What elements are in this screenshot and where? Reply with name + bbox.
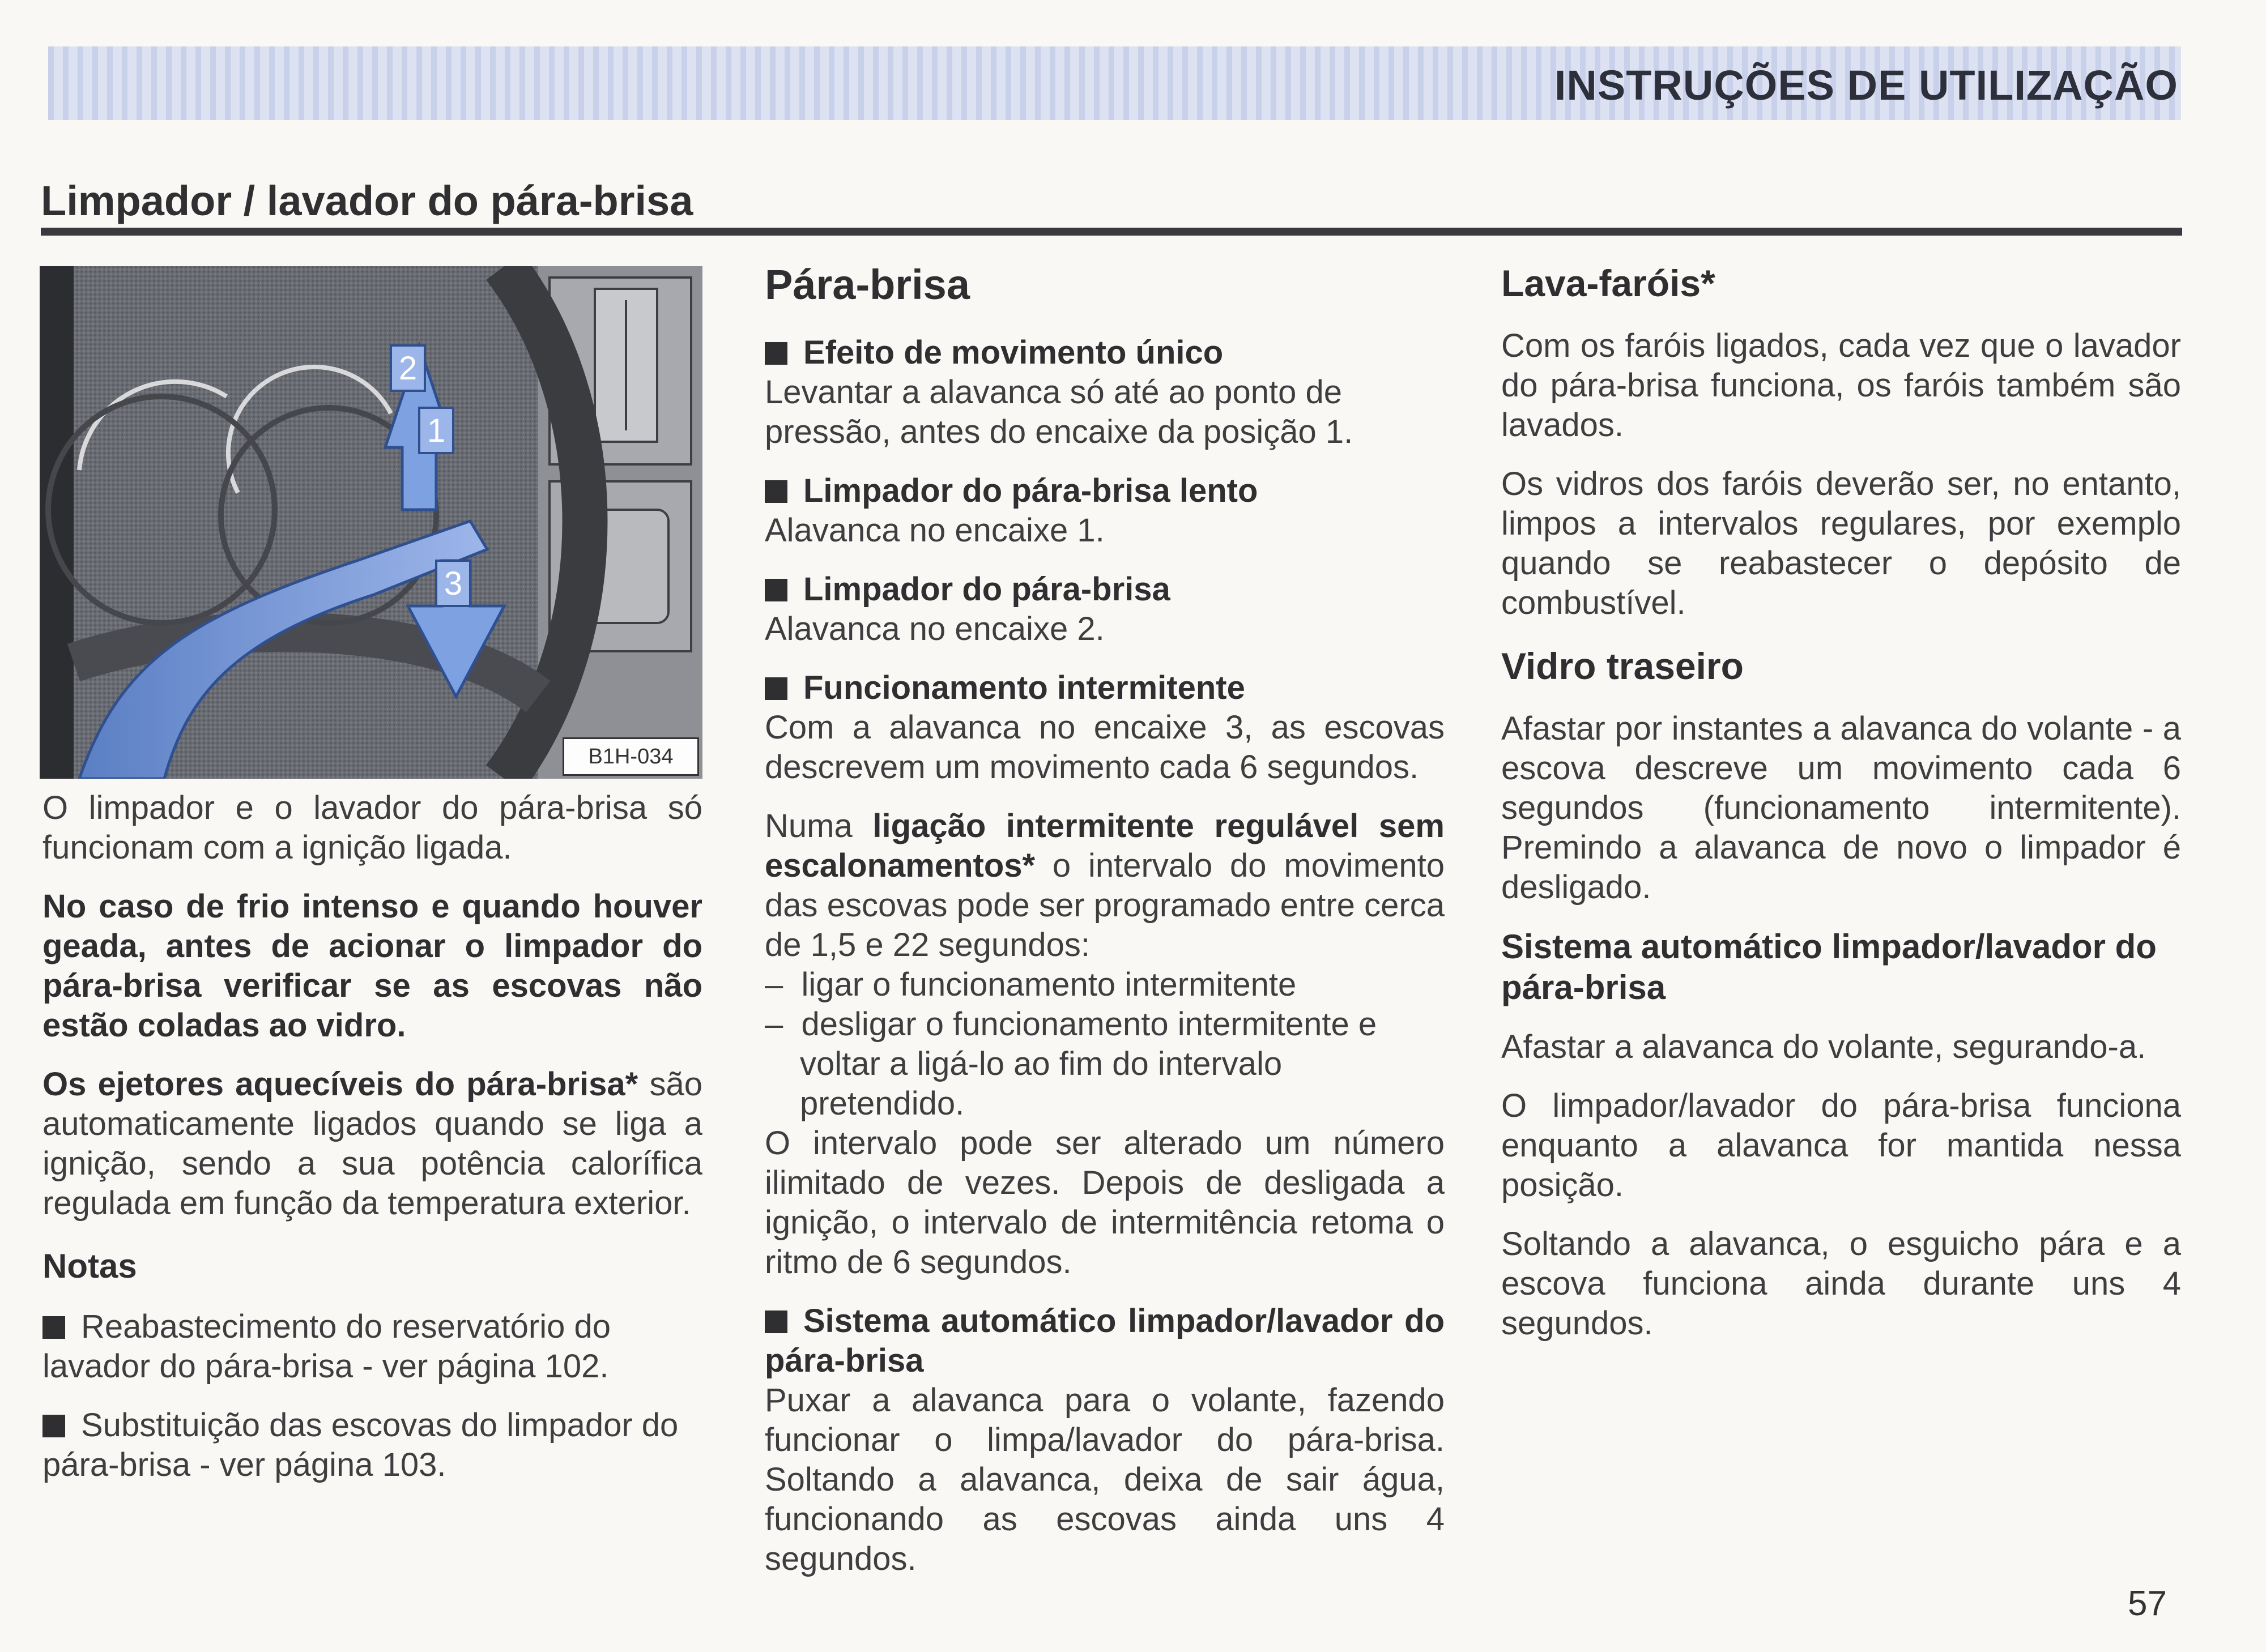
auto-system-paragraph-1: Afastar a alavanca do volante, segurando-a. xyxy=(1501,1028,2146,1065)
title-divider xyxy=(41,228,2182,236)
step-item: – ligar o funcionamento intermitente xyxy=(765,966,1297,1003)
wiper-mode-title-text: Limpador do pára-brisa lento xyxy=(803,472,1258,509)
lever-position-2-label: 2 xyxy=(398,350,418,387)
auto-system-title-text: Sistema automático limpador/lavador do pára-brisa xyxy=(765,1303,1445,1379)
wiper-mode-title-text: Efeito de movimento único xyxy=(803,334,1224,371)
interval-paragraph: O intervalo pode ser alterado um número ilimitado de vezes. Depois de desligada a ignição, o intervalo de intermitência retoma o ritmo de 6 segundos. xyxy=(765,1125,1445,1280)
figure-caption: O limpador e o lavador do pára-brisa só funcionam com a ignição ligada. xyxy=(42,789,702,866)
wiper-mode-title-text: Limpador do pára-brisa xyxy=(803,571,1170,608)
note-text: Reabastecimento do reservatório do lavador do pára-brisa - ver página 102. xyxy=(42,1308,611,1385)
auto-system-paragraph-2: O limpador/lavador do pára-brisa funciona enquanto a alavanca for mantida nessa posição. xyxy=(1501,1087,2181,1203)
auto-system-title xyxy=(765,1301,1445,1381)
wiper-mode-item xyxy=(765,570,1445,649)
wiper-mode-title xyxy=(765,570,1445,609)
bullet-square-icon xyxy=(42,1316,65,1339)
adjustable-interval-paragraph xyxy=(765,806,1445,965)
auto-system-item xyxy=(765,1301,1445,1579)
adjustable-lead: Numa xyxy=(765,808,853,844)
headlight-paragraph-2: Os vidros dos faróis deverão ser, no entanto, limpos a intervalos regulares, por exemplo quando se reabastecer o depósito de combustível. xyxy=(1501,466,2181,621)
lever-position-1-label: 1 xyxy=(427,412,446,449)
wiper-mode-title xyxy=(765,333,1445,373)
rear-window-paragraph: Afastar por instantes a alavanca do volante - a escova descreve um movimento cada 6 segundos (funcionamento intermitente). Premindo a alavanca de novo o limpador é desligado. xyxy=(1501,710,2181,906)
bullet-square-icon xyxy=(765,579,787,601)
page-title: Limpador / lavador do pára-brisa xyxy=(41,177,693,224)
step-text: desligar o funcionamento intermitente e voltar a ligá-lo ao fim do intervalo pretendido. xyxy=(800,1006,1377,1122)
lever-position-3-label: 3 xyxy=(444,565,463,602)
heated-jets-text: são automaticamente ligados quando se liga a ignição, sendo a sua potência calorífica regulada em função da temperatura exterior. xyxy=(42,1066,702,1222)
wiper-mode-item xyxy=(765,471,1445,550)
figure-code-label: B1H-034 xyxy=(563,737,699,776)
rear-window-heading: Vidro traseiro xyxy=(1501,645,1744,687)
bullet-square-icon xyxy=(765,677,787,700)
bullet-square-icon xyxy=(42,1415,65,1437)
note-text: Substituição das escovas do limpador do pára-brisa - ver página 103. xyxy=(42,1407,679,1483)
auto-system-paragraph-3: Soltando a alavanca, o esguicho pára e a escova funciona ainda durante uns 4 segundos. xyxy=(1501,1226,2181,1342)
adjustable-text: o intervalo do movimento das escovas pode ser programado entre cerca de 1,5 e 22 segundos: xyxy=(765,847,1445,963)
wiper-mode-title-text: Funcionamento intermitente xyxy=(803,669,1245,706)
bullet-square-icon xyxy=(765,480,787,503)
wiper-mode-text: Levantar a alavanca só até ao ponto de pressão, antes do encaixe da posição 1. xyxy=(765,374,1353,450)
wiper-lever-illustration xyxy=(40,266,702,779)
note-item xyxy=(42,1307,702,1386)
headlight-washer-heading: Lava-faróis* xyxy=(1501,262,1715,304)
step-item: – desligar o funcionamento intermitente e voltar a ligá-lo ao fim do intervalo pretendido. xyxy=(765,1006,1377,1122)
wiper-mode-text: Alavanca no encaixe 1. xyxy=(765,512,1105,549)
wiper-mode-text: Com a alavanca no encaixe 3, as escovas descrevem um movimento cada 6 segundos. xyxy=(765,709,1445,786)
headlight-paragraph-1: Com os faróis ligados, cada vez que o lavador do pára-brisa funciona, os faróis também são lavados. xyxy=(1501,327,2181,443)
note-item xyxy=(42,1406,702,1485)
wiper-mode-text: Alavanca no encaixe 2. xyxy=(765,611,1105,647)
wiper-mode-item xyxy=(765,668,1445,787)
right-column xyxy=(1501,259,2181,1363)
heated-jets-title: Os ejetores aquecíveis do pára-brisa* xyxy=(42,1066,638,1103)
section-header-title: INSTRUÇÕES DE UTILIZAÇÃO xyxy=(1554,62,2178,109)
auto-system-text: Puxar a alavanca para o volante, fazendo funcionar o limpa/lavador do pára-brisa. Soltando a alavanca, deixa de sair água, funcionando as escovas ainda uns 4 segundos. xyxy=(765,1382,1445,1577)
wiper-mode-title xyxy=(765,668,1445,708)
bullet-square-icon xyxy=(765,342,787,365)
middle-column xyxy=(765,259,1445,1598)
wiper-mode-title xyxy=(765,471,1445,511)
notes-heading: Notas xyxy=(42,1247,137,1285)
windshield-heading: Pára-brisa xyxy=(765,261,970,308)
frost-warning: No caso de frio intenso e quando houver geada, antes de acionar o limpador do pára-brisa verificar se as escovas não estão coladas ao vidro. xyxy=(42,888,702,1044)
step-text: ligar o funcionamento intermitente xyxy=(801,966,1297,1003)
heated-jets-paragraph xyxy=(42,1065,702,1223)
wiper-mode-item xyxy=(765,333,1445,452)
adjustable-title: ligação intermitente regulável sem escalonamentos* xyxy=(765,808,1445,884)
left-column xyxy=(42,788,702,1504)
page-number: 57 xyxy=(2128,1584,2167,1623)
auto-system-heading: Sistema automático limpador/lavador do pára-brisa xyxy=(1501,928,2157,1006)
bullet-square-icon xyxy=(765,1310,787,1333)
wiper-lever-drawing xyxy=(40,266,702,779)
